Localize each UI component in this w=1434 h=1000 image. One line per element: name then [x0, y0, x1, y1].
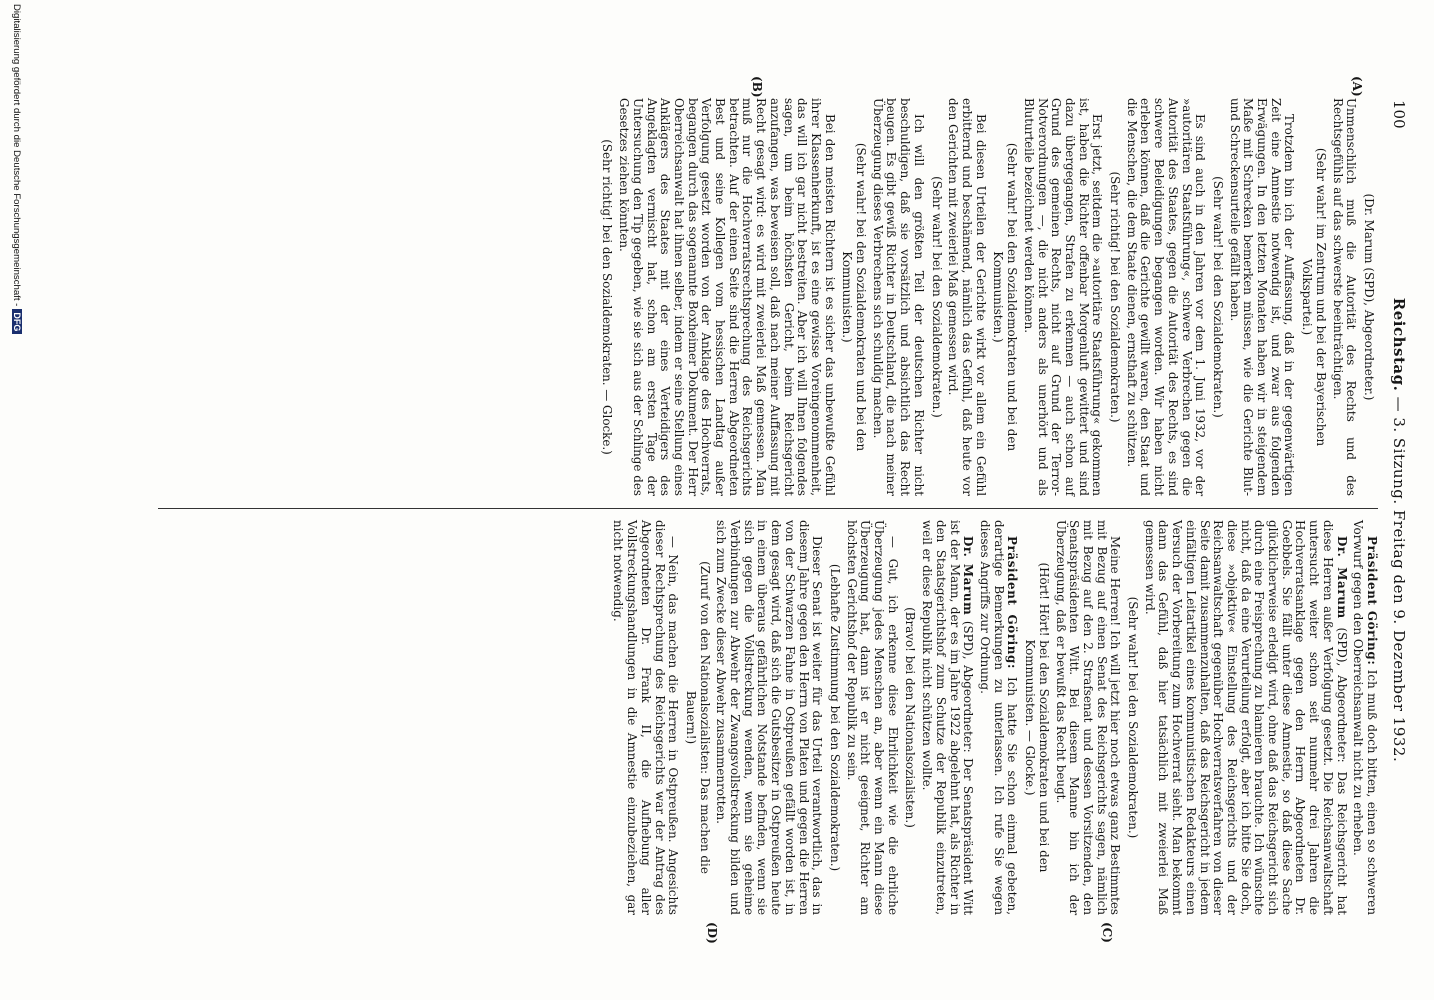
speaker-name: Präsident Göring: — [1365, 536, 1379, 666]
interjection: (Zuruf von den Nationalsozialisten: Das machen die Bauern!) — [683, 561, 712, 874]
paragraph: Trotzdem bin ich der Auffassung, daß in der gegenwärtigen Zeit eine Amnestie notwendig ist, und zwar aus folgenden Erwägungen. In den letzten Monaten haben wir in steigendem Maße mit Schrecken bemerken müssen, wie die Gerichte Blut- und Schreckensurteile gefällt haben. — [1227, 98, 1297, 496]
interjection: (Sehr richtig! bei den Sozialdemokraten.) — [1108, 171, 1123, 423]
paragraph: Meine Herren! Ich will jetzt hier noch etwas ganz Bestimmtes mit Bezug auf einen Senat des Reichsgerichts sagen, nämlich mit Bezug auf den 2. Strafsenat und dessen Vorsitzenden, den Senatspräsidenten Witt. Bei diesem Manne bin ich der Überzeugung, daß er bewußt das Recht beugt. — [1053, 520, 1123, 915]
margin-mark-c: (C) — [1100, 922, 1114, 943]
digitization-note: Digitalisierung gefördert durch die Deutsche Forschungsgemeinschaft - — [11, 4, 22, 307]
interjection: (Sehr wahr! bei den Sozialdemokraten.) — [1126, 596, 1141, 839]
speech-text: (SPD), Abgeordneter: Das Reichsgericht hat diese Herren außer Verfolgung gesetzt. Die Reichsanwaltschaft untersucht weiter schon seit nunmehr drei Jahren die Hochverratsanklage gegen den Herrn Abgeordneten Dr. Goebbels. Sie fällt unter diese Amnestie, so daß diese Sache glücklicherweise erledigt wird, ohne daß das Reichsgericht sich durch eine Freisprechung zu blamieren brauchte. Ich wünschte nicht, daß da eine Verurteilung erfolgt, aber ich bitte Sie doch, diese »objektive« Einstellung des Reichsgerichts und der Reichsanwaltschaft gegenüber Hochverratsverfahren von dieser Seite damit zusammenzuhalten, daß das Reichsgericht in jedem einfältigen Leitartikel eines kommunistischen Redakteurs einen Versuch der Vorbereitung zum Hochverrat sieht. Man bekommt dann das Gefühl, daß hier tatsächlich mit zweierlei Maß gemessen wird. — [1142, 520, 1349, 915]
interjection: (Bravo! bei den Nationalsozialisten.) — [903, 607, 918, 828]
speech-text: Ich muß doch bitten, einen so schweren Vorwurf gegen den Oberreichsanwalt nicht zu erheben. — [1351, 520, 1379, 915]
paragraph: Es sind auch in den Jahren vor dem 1. Juni 1932, vor der »autoritären Staatsführung«, schwere Verbrechen gegen die Autorität des Staates, gegen die Autorität des Rechts, es sind schwere Beleidigungen begangen worden. Wir haben nicht erleben können, daß die Gerichte gewillt waren, den Staat und die Menschen, die dem Staate dienen, ernsthaft zu schützen. — [1124, 98, 1208, 496]
speaker-name: Dr. Marum — [1334, 536, 1349, 619]
paragraph: Ich will den größten Teil der deutschen Richter nicht beschuldigen, daß sie vorsätzlich und absichtlich das Recht beugen. Es gibt gewiß Richter in Deutschland, die nach meiner Überzeugung dieses Verbrechens sich schuldig machen. — [870, 98, 926, 496]
interjection: (Sehr wahr! im Zentrum und bei der Bayerischen Volkspartei.) — [1300, 147, 1328, 447]
title-session: — 3. Sitzung. Freitag den 9. Dezember 1932. — [1390, 391, 1408, 763]
paragraph: — Nein, das machen die Herren in Ostpreußen. Angesichts dieser Rechtsprechung des Reichsgerichts war der Antrag des Abgeordneten Dr. Frank II, die Aufhebung aller Vollstreckungshandlungen in die Amnestie einzubeziehen, gar nicht notwendig. — [611, 520, 681, 915]
speaker-name: Präsident Göring: — [1005, 536, 1020, 669]
paragraph: Erst jetzt, seitdem die »autoritäre Staatsführung« gekommen ist, haben die Richter offenbar Morgenluft gewittert und sind dazu übergegangen, Strafen zu erkennen — auch schon auf Grund des gemeinen Rechts, nicht auf Grund der Terror-Notverordnungen —, die nicht anders als unerhört und als Bluturteile bezeichnet werden können. — [1021, 98, 1105, 496]
interjection: (Sehr wahr! bei den Sozialdemokraten und bei den Kommunisten.) — [991, 142, 1020, 452]
page-header — [1382, 100, 1412, 960]
speech-paragraph — [1142, 520, 1348, 915]
paragraph: Bei diesen Urteilen der Gerichte wirkt vor allem ein Gefühl erbitternd und beschämend, nämlich das Gefühl, daß heute vor den Gerichten mit zweierlei Maß gemessen wird. — [946, 98, 988, 496]
interjection: (Sehr wahr! bei den Sozialdemokraten.) — [929, 176, 944, 418]
right-column — [608, 520, 1378, 915]
speech-text: (SPD), Abgeordneter: Der Senatspräsident Witt ist der Mann, der es im Jahre 1922 abgelehnt hat, als Richter in den Staatsgerichtshof zum Schutze der Republik einzutreten, weil er diese Republik nicht schützen wollte. — [920, 520, 976, 915]
page-number: 100 — [1390, 100, 1408, 129]
speech-text: Ich hatte Sie schon einmal gebeten, derartige Bemerkungen zu unterlassen. Ich rufe Sie wegen dieses Angriffs zur Ordnung. — [978, 520, 1020, 915]
interjection: (Sehr wahr! bei den Sozialdemokraten und bei den Kommunisten.) — [840, 142, 869, 452]
speaker-continuation: (Dr. Marum (SPD), Abgeordneter.) — [1362, 193, 1376, 401]
paragraph: Dieser Senat ist weiter für das Urteil verantwortlich, das in diesem Jahre gegen den Herrn von Platen und gegen die Herren von der Schwarzen Fahne in Ostpreußen gefällt worden ist, in dem gesagt wird, daß sich die Gutsbesitzer in Ostpreußen heute in einem überaus gefährlichen Notstande befinden, wenn sie sich gegen die Vollstreckung wenden, wenn sie geheime Verbindungen zur Abwehr der Zwangsvollstreckung bilden und sich zum Zwecke dieser Abwehr zusammenrotten. — [714, 520, 825, 915]
column-divider — [158, 508, 1378, 509]
interjection: (Hört! Hört! bei den Sozialdemokraten und bei den Kommunisten. — Glocke.) — [1023, 562, 1051, 873]
speech-paragraph — [920, 520, 975, 915]
dfg-logo: DFG — [12, 309, 22, 334]
paragraph: Bei den meisten Richtern ist es sicher das unbewußte Gefühl ihrer Klassenherkunft, ist es eine gewisse Voreingenommenheit, das will ich gar nicht bestreiten. Aber ich will Ihnen folgendes sagen, um beim höchsten Gericht, beim Reichsgericht anzufangen, was beweisen soll, daß nach meiner Auffassung mit Recht gesagt wird: es wird mit zweierlei Maß gemessen. Man muß nur die Hochverratsrechtsprechung des Reichsgerichts betrachten. Auf der einen Seite sind die Herren Abgeordneten Best und seine Kollegen vom hessischen Landtag außer Verfolgung gesetzt worden von der Anklage des Hochverrats, begangen durch das sogenannte Boxheimer Dokument. Der Herr Oberreichsanwalt hat ihnen selber, indem er seine Stellung eines Anklägers des Staates mit der eines Verteidigers des Angeklagten vermischt hat, schon am ersten Tage der Untersuchung den Tip gegeben, wie sie sich aus der Schlinge des Gesetzes ziehen könnten. — [617, 98, 837, 496]
speech-paragraph — [977, 520, 1018, 915]
interjection: (Sehr richtig! bei den Sozialdemokraten. — Glocke.) — [600, 139, 615, 455]
speech-paragraph — [1351, 520, 1378, 915]
paragraph: Unmenschlich muß die Autorität des Rechts und des Rechtsgefühls auf das schwerste beeinträchtigen. — [1330, 98, 1359, 496]
digitization-footer — [11, 4, 22, 334]
paragraph: — Gut, ich erkenne diese Ehrlichkeit wie die ehrliche Überzeugung jedes Menschen an, aber wenn ein Mann diese Überzeugung hat, dann ist er nicht geeignet, Richter am höchsten Gerichtshof der Republik zu sein. — [844, 520, 900, 915]
interjection: (Lebhafte Zustimmung bei den Sozialdemokraten.) — [827, 563, 842, 872]
speaker-name: Dr. Marum — [961, 536, 976, 616]
margin-mark-a: (A) — [1350, 76, 1364, 97]
margin-mark-b: (B) — [750, 76, 764, 98]
page-title — [1390, 100, 1408, 960]
left-column — [596, 98, 1378, 496]
margin-mark-d: (D) — [705, 922, 719, 944]
title-reichstag: Reichstag. — [1390, 297, 1408, 392]
interjection: (Sehr wahr! bei den Sozialdemokraten.) — [1210, 176, 1225, 418]
